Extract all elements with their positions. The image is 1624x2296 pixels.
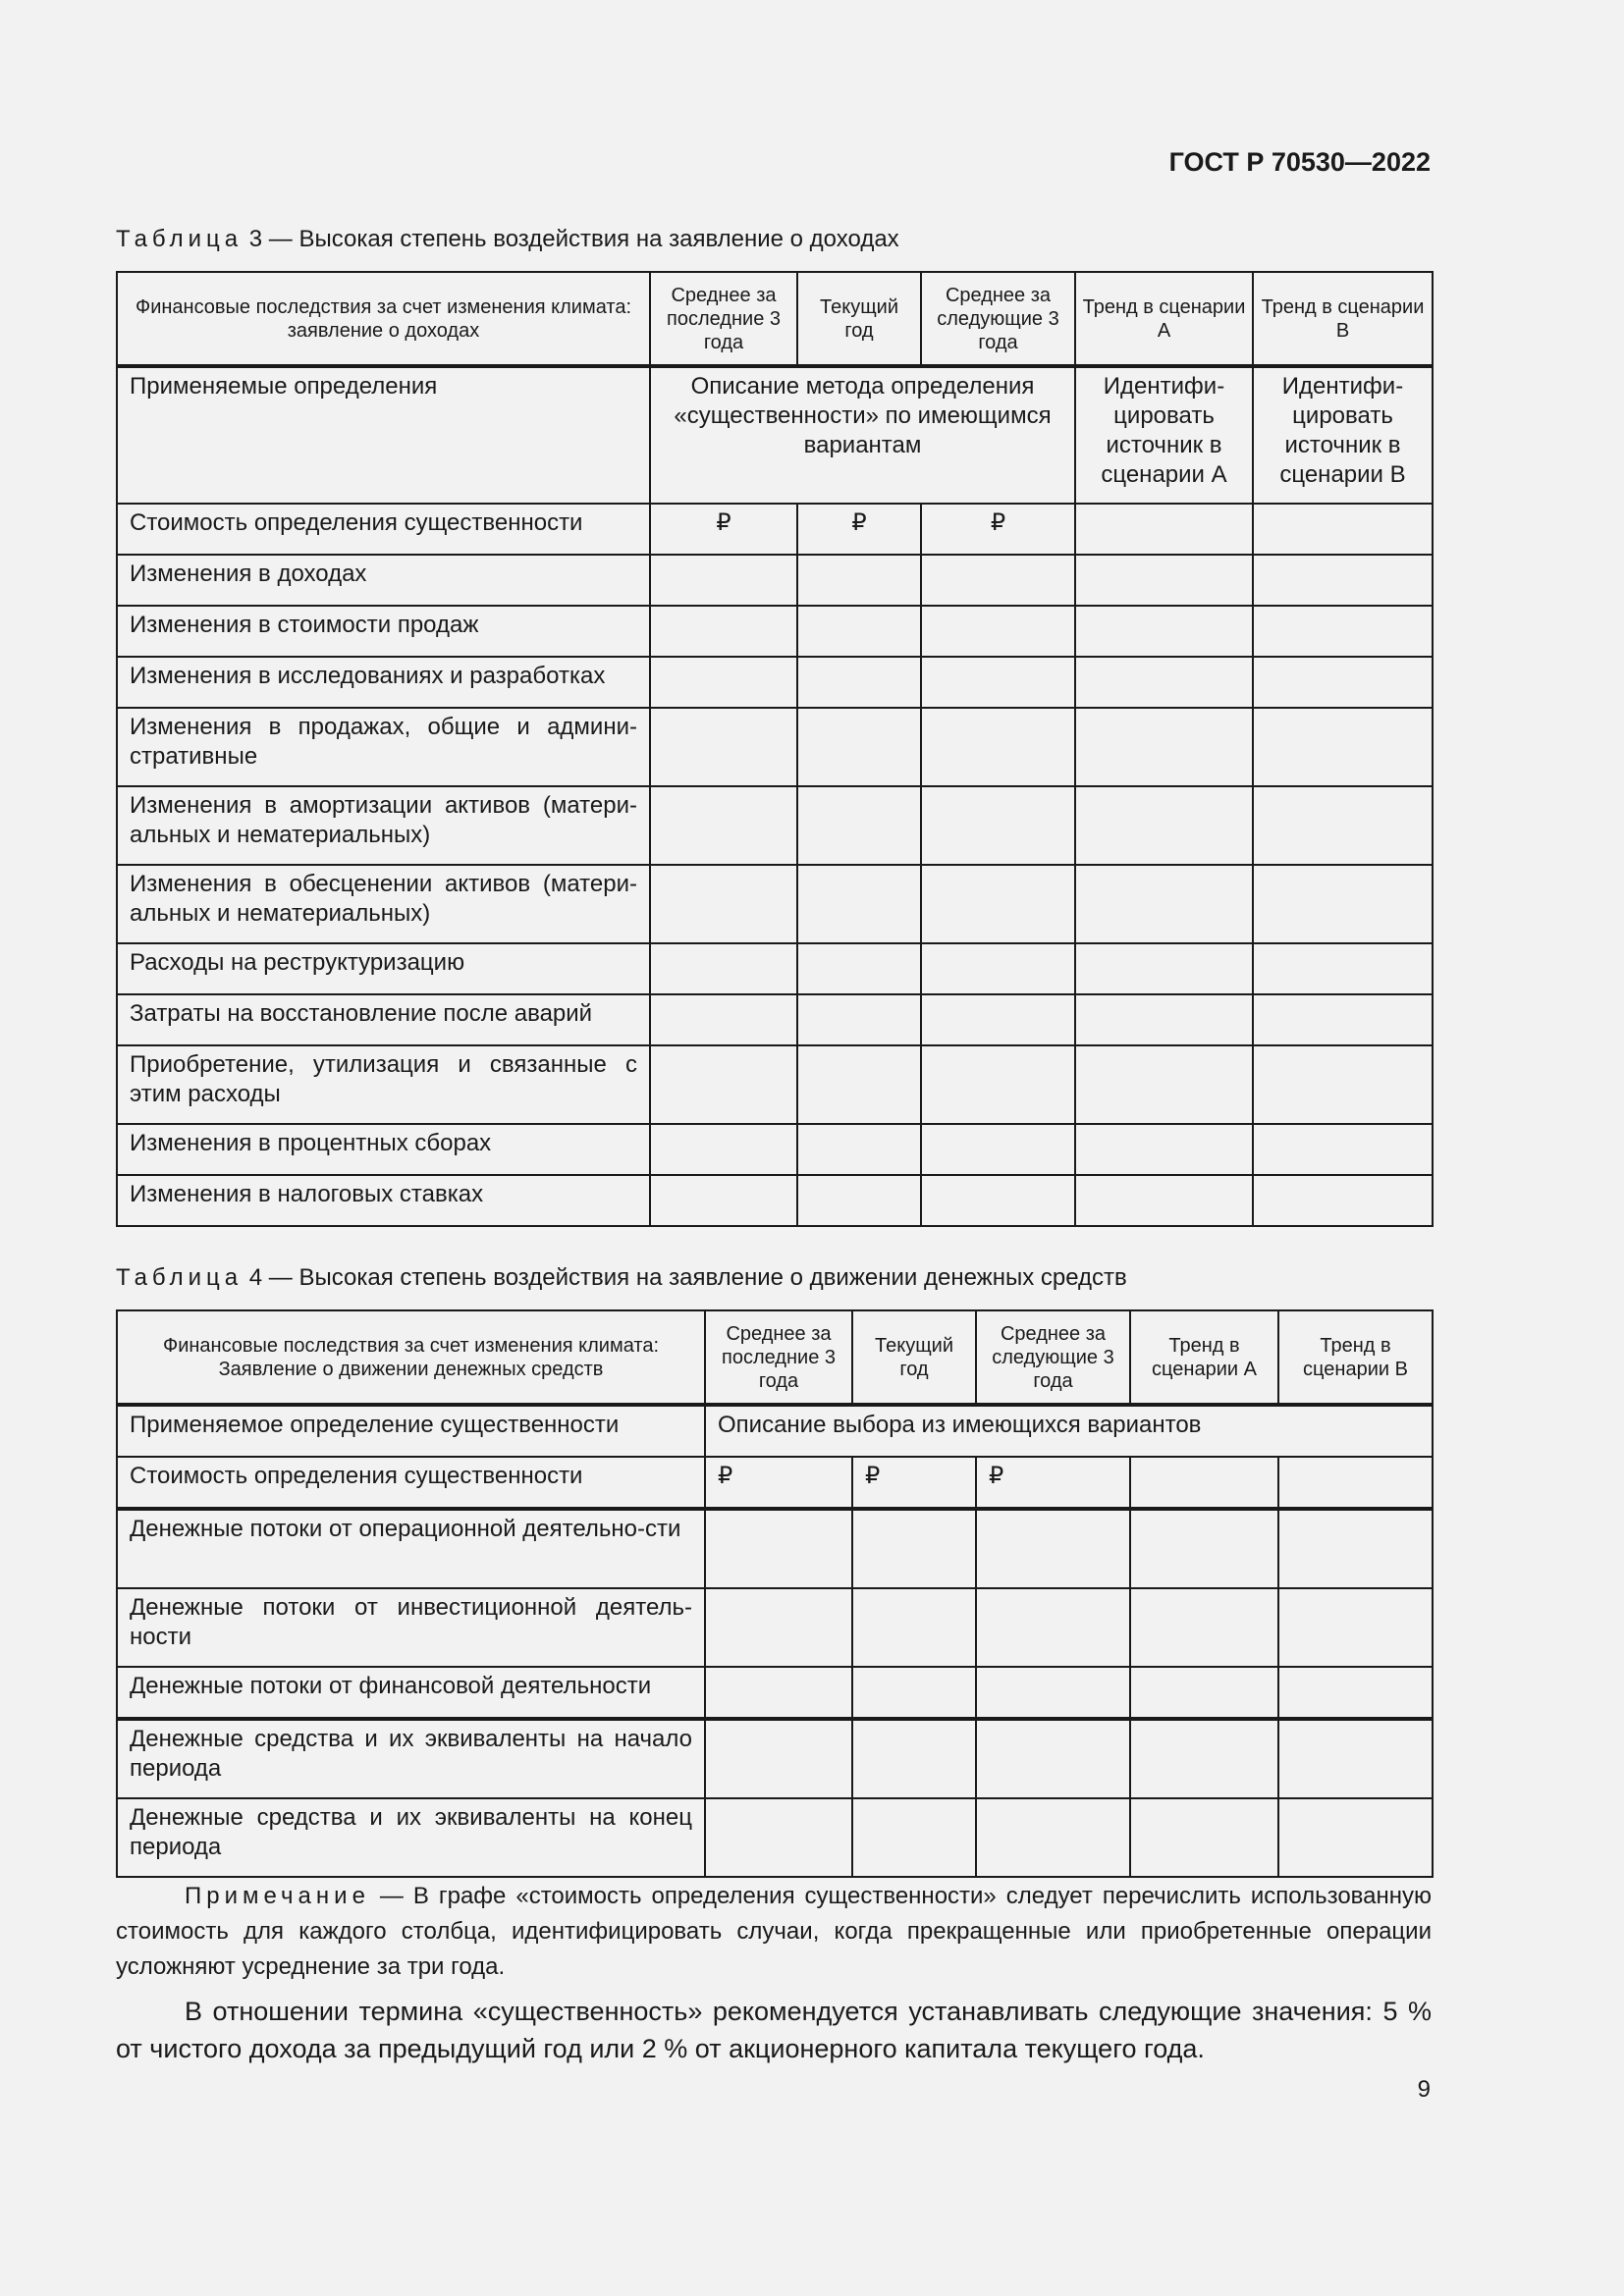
table3-header-row	[117, 272, 1433, 366]
table3-definition-row	[117, 366, 1433, 504]
table3-row-label: Приобретение, утилизация и связанные с этим расходы	[117, 1045, 650, 1124]
note	[116, 1879, 1432, 1985]
table3	[116, 271, 1434, 1227]
table4-caption-prefix: Таблица	[116, 1264, 244, 1291]
table4-row-label: Денежные потоки от операционной деятельно-сти	[117, 1509, 705, 1588]
table3-def-trend-b: Идентифи-цировать источник в сценарии B	[1253, 366, 1433, 504]
table4-cost-c1: ₽	[705, 1457, 852, 1509]
table3-row-label: Затраты на восстановление после аварий	[117, 994, 650, 1045]
table3-head-3: Среднее за следующие 3 года	[921, 272, 1075, 366]
table3-caption	[116, 226, 899, 253]
table4-cell	[1278, 1457, 1433, 1509]
table3-def-method: Описание метода определения «существенности» по имеющимся вариантам	[650, 366, 1075, 504]
table4-header-row	[117, 1310, 1433, 1405]
table4-row-label: Денежные потоки от инвестиционной деятель-ности	[117, 1588, 705, 1667]
table3-cost-c1: ₽	[650, 504, 797, 555]
table3-row	[117, 708, 1433, 786]
page-number: 9	[1417, 2076, 1431, 2103]
note-text: — В графе «стоимость определения существенности» следует перечислить использованную стоимость для каждого столбца, идентифицировать случаи, когда прекращенные или приобретенные операции усложняют усреднение за три года.	[116, 1883, 1432, 1980]
table3-row	[117, 1045, 1433, 1124]
table4-cell	[1130, 1457, 1278, 1509]
table4-row-label: Денежные средства и их эквиваленты на конец периода	[117, 1798, 705, 1877]
table4-row	[117, 1509, 1433, 1588]
table3-row-label: Изменения в амортизации активов (матери-альных и нематериальных)	[117, 786, 650, 865]
table4-row	[117, 1588, 1433, 1667]
table4-head-1: Среднее за последние 3 года	[705, 1310, 852, 1405]
table3-head-0: Финансовые последствия за счет изменения климата: заявление о доходах	[117, 272, 650, 366]
table3-cell	[1075, 504, 1253, 555]
table3-cost-c2: ₽	[797, 504, 921, 555]
table3-row	[117, 606, 1433, 657]
table3-row	[117, 555, 1433, 606]
table3-cost-label: Стоимость определения существенности	[117, 504, 650, 555]
table3-head-2: Текущий год	[797, 272, 921, 366]
table4-cost-c3: ₽	[976, 1457, 1130, 1509]
table3-row	[117, 1124, 1433, 1175]
table3-head-4: Тренд в сценарии A	[1075, 272, 1253, 366]
table4-cost-row	[117, 1457, 1433, 1509]
table3-row-label: Изменения в исследованиях и разработках	[117, 657, 650, 708]
table4-row-label: Денежные потоки от финансовой деятельности	[117, 1667, 705, 1719]
table3-row	[117, 943, 1433, 994]
table3-head-5: Тренд в сценарии B	[1253, 272, 1433, 366]
table3-head-1: Среднее за последние 3 года	[650, 272, 797, 366]
body-paragraph	[116, 1993, 1432, 2067]
table4-head-0: Финансовые последствия за счет изменения климата: Заявление о движении денежных средств	[117, 1310, 705, 1405]
table3-def-label: Применяемые определения	[117, 366, 650, 504]
table3-caption-text: 3 — Высокая степень воздействия на заявление о доходах	[243, 226, 899, 252]
table4-head-5: Тренд в сценарии B	[1278, 1310, 1433, 1405]
table4-caption-text: 4 — Высокая степень воздействия на заявление о движении денежных средств	[243, 1264, 1127, 1291]
table4-cost-label: Стоимость определения существенности	[117, 1457, 705, 1509]
table3-caption-prefix: Таблица	[116, 226, 244, 252]
table3-row	[117, 1175, 1433, 1226]
table3-row-label: Изменения в процентных сборах	[117, 1124, 650, 1175]
table4-def-method: Описание выбора из имеющихся вариантов	[705, 1405, 1433, 1457]
table4-head-3: Среднее за следующие 3 года	[976, 1310, 1130, 1405]
table3-row	[117, 994, 1433, 1045]
table4-head-4: Тренд в сценарии A	[1130, 1310, 1278, 1405]
table4-row	[117, 1667, 1433, 1719]
table4-definition-row	[117, 1405, 1433, 1457]
table4-row-label: Денежные средства и их эквиваленты на начало периода	[117, 1719, 705, 1798]
table3-row-label: Изменения в налоговых ставках	[117, 1175, 650, 1226]
table3-row-label: Расходы на реструктуризацию	[117, 943, 650, 994]
table4-row	[117, 1719, 1433, 1798]
table4	[116, 1309, 1434, 1878]
table3-def-trend-a: Идентифи-цировать источник в сценарии A	[1075, 366, 1253, 504]
table3-row	[117, 865, 1433, 943]
document-code: ГОСТ Р 70530—2022	[1168, 147, 1431, 177]
table3-row	[117, 657, 1433, 708]
table4-head-2: Текущий год	[852, 1310, 976, 1405]
table3-row-label: Изменения в обесценении активов (матери-альных и нематериальных)	[117, 865, 650, 943]
table3-cost-row	[117, 504, 1433, 555]
table3-row-label: Изменения в доходах	[117, 555, 650, 606]
table3-row-label: Изменения в стоимости продаж	[117, 606, 650, 657]
table3-cell	[1253, 504, 1433, 555]
table4-def-label: Применяемое определение существенности	[117, 1405, 705, 1457]
body-paragraph-text: В отношении термина «существенность» рекомендуется устанавливать следующие значения: 5 % от чистого дохода за предыдущий год или 2 % от акционерного капитала текущего года.	[116, 1997, 1432, 2063]
table3-cost-c3: ₽	[921, 504, 1075, 555]
table4-row	[117, 1798, 1433, 1877]
note-prefix: Примечание	[185, 1883, 370, 1909]
table3-row	[117, 786, 1433, 865]
table4-cost-c2: ₽	[852, 1457, 976, 1509]
table4-caption	[116, 1264, 1127, 1292]
table3-row-label: Изменения в продажах, общие и админи-стративные	[117, 708, 650, 786]
